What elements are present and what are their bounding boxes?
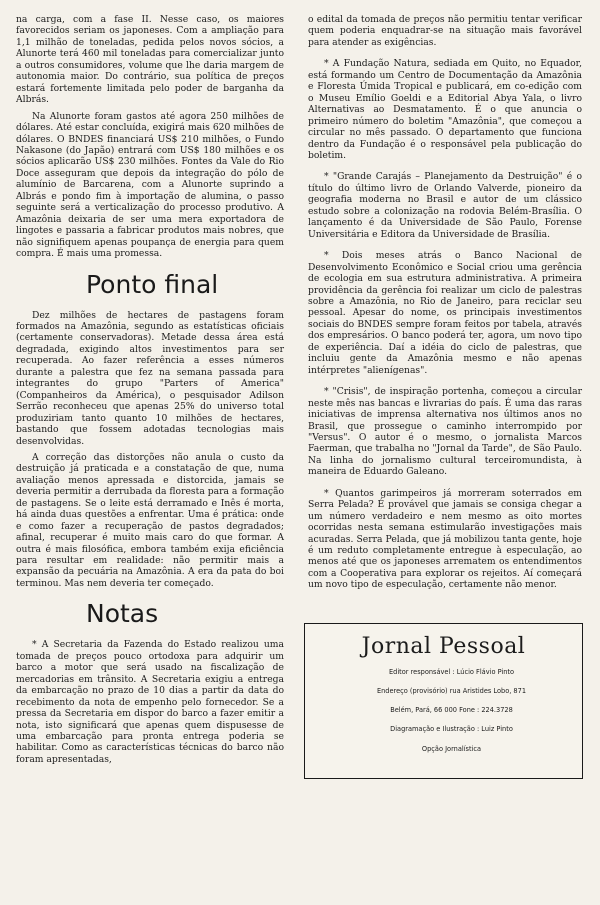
- left-column: [16, 14, 284, 770]
- right-column: [308, 14, 582, 779]
- notas-paragraph: * Quantos garimpeiros já morreram soterrados em Serra Pelada? É provável que jamais se consiga chegar a um número verdadeiro e nem mesmo as oito mortes ocorridas nesta semana estimularão investigações mais acuradas. Serra Pelada, que já mobilizou tanta gente, hoje é um reduto completamente entregue à especulação, ao menos até que os japoneses arrematem os entendimentos com a Cooperativa para explorar os rejeitos. Aí começará um novo tipo de especulação, certamente não menor.: [308, 487, 582, 591]
- notas-paragraph: * "Crisis", de inspiração portenha, começou a circular neste mês nas bancas e livrarias do país. É uma das raras iniciativas de imprensa alternativa nos últimos anos no Brasil, que prossegue o caminho interrompido por "Versus". O autor é o mesmo, o jornalista Marcos Faerman, que trabalha no "Jornal da Tarde", de São Paulo. Na linha do jornalismo cultural terceiromundista, à maneira de Eduardo Galeano.: [308, 386, 582, 478]
- masthead-title: Jornal Pessoal: [361, 633, 526, 659]
- ponto-final-heading: Ponto final: [86, 269, 219, 299]
- masthead-design: Diagramação e Ilustração : Luiz Pinto: [390, 725, 513, 734]
- notas-paragraph: o edital da tomada de preços não permitiu tentar verificar quem poderia enquadrar-se na situação mais favorável para atender as exigências.: [308, 14, 582, 48]
- ponto-final-paragraph: Dez milhões de hectares de pastagens foram formados na Amazônia, segundo as estatísticas oficiais (certamente conservadoras). Metade dessa área está degradada, exigindo altos investimentos para ser recuperada. Ao fazer referência a esses números durante a palestra que fez na semana passada para integrantes do grupo "Parters of America" (Companheiros da América), o pesquisador Adilson Serrão reconheceu que apenas 25% do universo total produziriam tanto quanto 10 milhões de hectares, bastando que fossem adotadas tecnologias mais desenvolvidas.: [16, 309, 284, 447]
- masthead-city-phone: Belém, Pará, 66 000 Fone : 224.3728: [390, 706, 513, 715]
- notas-heading: Notas: [86, 599, 159, 629]
- notas-paragraph: * Dois meses atrás o Banco Nacional de Desenvolvimento Econômico e Social criou uma gerência de ecologia em sua estrutura administrativa. A primeira providência da gerência foi realizar um ciclo de palestras sobre a Amazônia, no Rio de Janeiro, para reciclar seu pessoal. Apesar do nome, os principais investimentos sociais do BNDES sempre foram feitos por tabela, através dos empresários. O banco poderá ter, agora, um novo tipo de experiência. Daí a idéia do ciclo de palestras, que incluiu gente da Amazônia mesmo e não apenas intérpretes "alienígenas".: [308, 250, 582, 376]
- masthead-editor: Editor responsável : Lúcio Flávio Pinto: [388, 667, 515, 676]
- article-paragraph: Na Alunorte foram gastos até agora 250 milhões de dólares. Até estar concluída, exigirá mais 620 milhões de dólares. O BNDES financiará US$ 210 milhões, o Fundo Nakasone (do Japão) entrará com US$ 180 milhões e os sócios aplicarão US$ 230 milhões. Fontes da Vale do Rio Doce asseguram que depois da integração do pólo de alumínio de Barcarena, com a Alunorte suprindo a Albrás e pondo fim à importação de alumina, o passo seguinte será a verticalização do processo produtivo. A Amazônia deixaria de ser uma mera exportadora de lingotes e passaria a fabricar produtos mais nobres, que não signifiquem apenas poupança de energia para quem compra. É mais uma promessa.: [16, 110, 284, 260]
- article-paragraph: na carga, com a fase II. Nesse caso, os maiores favorecidos seriam os japoneses. Com a ampliação para 1,1 milhão de toneladas, pedida pelos novos sócios, a Alunorte terá 460 mil toneladas para comercializar junto a outros consumidores, volume que lhe daria margem de autonomia maior. Do contrário, sua política de preços estará fortemente limitada pelo poder de barganha da Albrás.: [16, 14, 284, 106]
- masthead-publisher: Opção Jornalística: [421, 744, 482, 753]
- ponto-final-paragraph: A correção das distorções não anula o custo da destruição já praticada e a constatação de que, numa avaliação menos apressada e distorcida, jamais se deveria permitir a derrubada da floresta para a formação de pastagens. Se o leite está derramado e Inês é morta, há ainda duas questões a enfrentar. Uma é prática: onde e como fazer a recuperação de pastos degradados; afinal, recuperar é muito mais caro do que formar. A outra é mais filosófica, embora também exija eficiência para resultar em realidade: não permitir mais a expansão da pecuária na Amazônia. A era da pata do boi terminou. Mas nem deveria ter começado.: [16, 451, 284, 589]
- notas-paragraph: * A Secretaria da Fazenda do Estado realizou uma tomada de preços pouco ortodoxa para adquirir um barco a motor que será usado na fiscalização de mercadorias em trânsito. A Secretaria exigiu a entrega da embarcação no prazo de 10 dias a partir da data do recebimento da nota de empenho pelo fornecedor. Se a pressa da Secretaria em dispor do barco a fazer emitir a nota, isto significará que apenas quem dispusesse de uma embarcação para pronta entrega poderia se habilitar. Como as características técnicas do barco não foram apresentadas,: [16, 639, 284, 765]
- masthead-address: Endereço (provisório) rua Aristides Lobo, 871: [376, 687, 527, 696]
- masthead-box: [304, 623, 583, 779]
- notas-paragraph: * "Grande Carajás – Planejamento da Destruição" é o título do último livro de Orlando Valverde, pioneiro da geografia moderna no Brasil e autor de um clássico estudo sobre a colonização na rodovia Belém-Brasília. O lançamento é da Universidade de São Paulo, Forense Universitária e Editora da Universidade de Brasília.: [308, 171, 582, 240]
- notas-paragraph: * A Fundação Natura, sediada em Quito, no Equador, está formando um Centro de Documentação da Amazônia e Floresta Úmida Tropical e publicará, em co-edição com o Museu Emílio Goeldi e a Editorial Abya Yala, o livro Alternativas ao Desmatamento. É o que anuncia o primeiro número do boletim "Amazônia", que começou a circular no mês passado. O departamento que funciona dentro da Fundação é o responsável pela publicação do boletim.: [308, 58, 582, 161]
